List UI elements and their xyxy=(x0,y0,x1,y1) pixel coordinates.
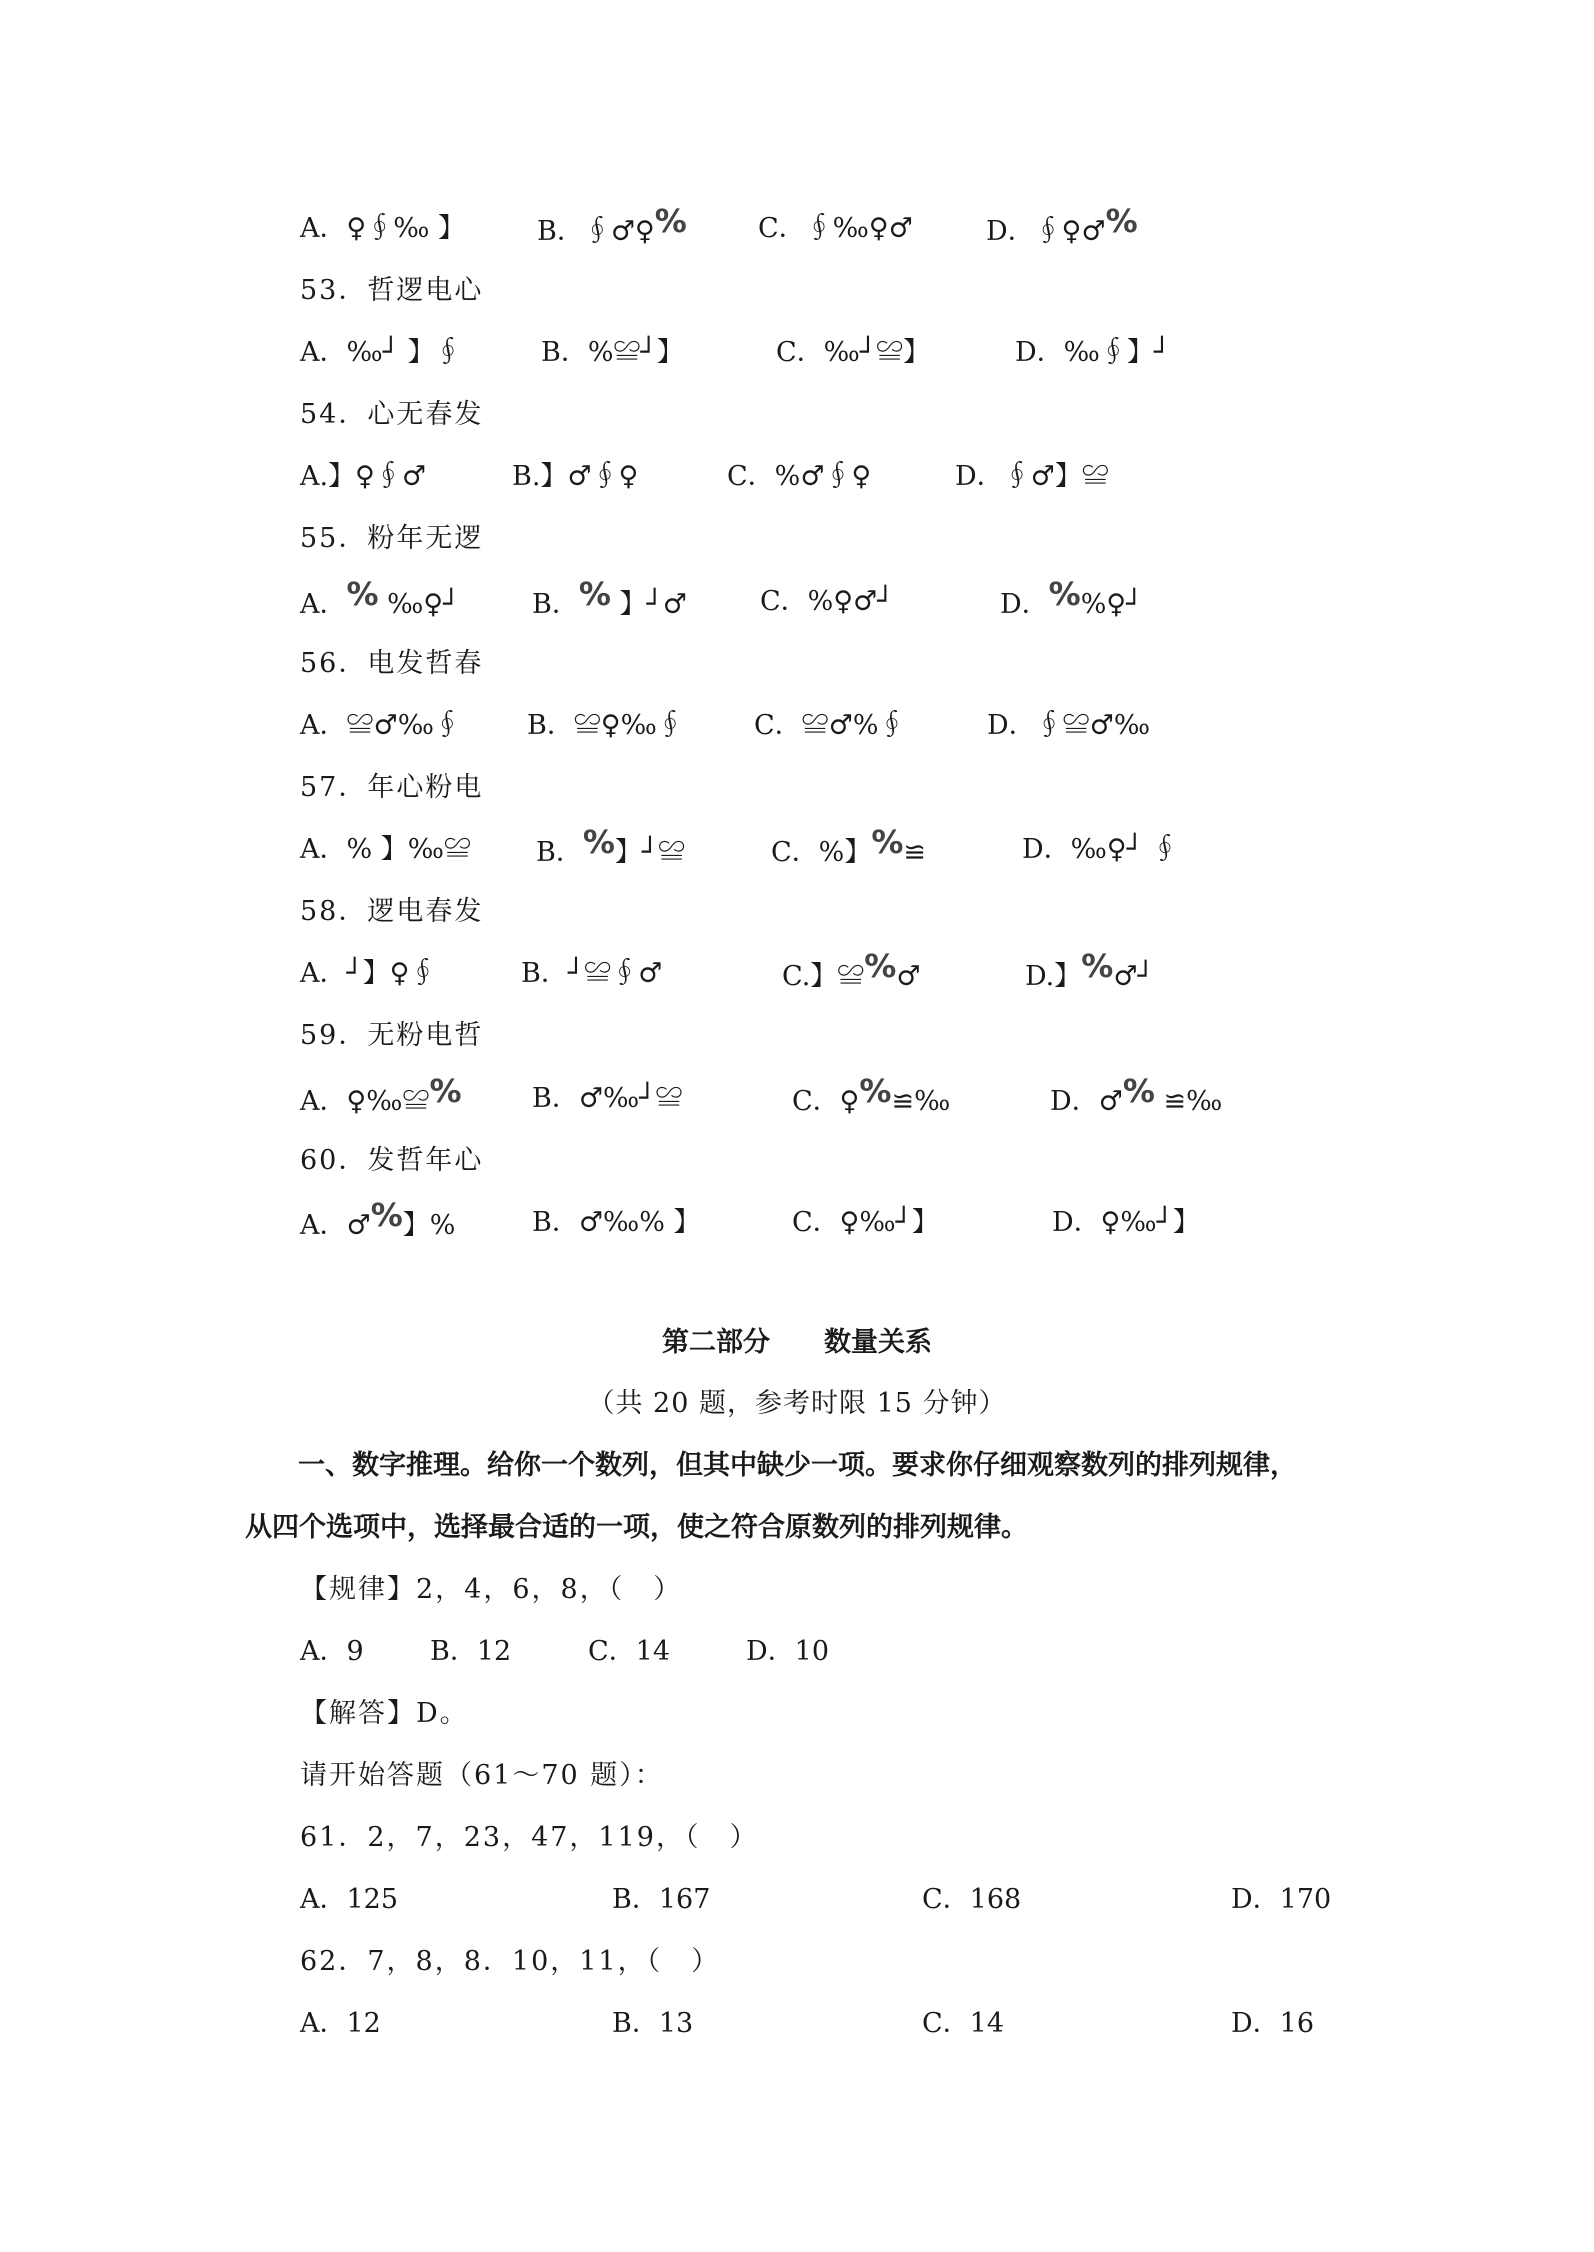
option-b: B．167 xyxy=(612,1884,711,1915)
example-options xyxy=(0,1632,1594,1672)
question-61-stem: 61．2，7，23，47，119，（ ） xyxy=(300,1822,759,1853)
start-prompt: 请开始答题（61～70 题）： xyxy=(300,1760,664,1791)
option-a: A．‰┘ 】∮ xyxy=(300,337,462,368)
option-c: C．∮‰♀♂ xyxy=(758,213,913,244)
option-b: B．%≌┘】 xyxy=(541,337,684,368)
options-row-60 xyxy=(0,1196,1594,1243)
option-c: C．%♀♂┘ xyxy=(760,586,894,617)
option-d: D．♂% ≌‰ xyxy=(1050,1072,1223,1117)
option-d: D．%%♀┘ xyxy=(1000,575,1143,620)
option-b: B.】♂∮♀ xyxy=(512,461,639,492)
question-59-stem: 59．无粉电哲 xyxy=(300,1020,484,1051)
option-d: D．170 xyxy=(1231,1884,1332,1915)
instruction-line-2: 从四个选项中，选择最合适的一项，使之符合原数列的排列规律。 xyxy=(245,1512,1028,1543)
question-60-stem: 60．发哲年心 xyxy=(300,1145,484,1176)
option-c: C．‰┘≌】 xyxy=(776,337,931,368)
question-53-stem: 53．哲逻电心 xyxy=(300,275,484,306)
option-d: D．♀‰┘】 xyxy=(1052,1207,1200,1238)
option-a: A．♀∮‰ 】 xyxy=(300,213,466,244)
option-c: C．168 xyxy=(922,1884,1022,1915)
options-row-62 xyxy=(0,2004,1594,2044)
option-c: C.】≌%♂ xyxy=(782,947,921,992)
options-row-58 xyxy=(0,947,1594,994)
option-a: A．125 xyxy=(300,1884,399,1915)
question-57-stem: 57．年心粉电 xyxy=(300,772,484,803)
option-c: C．♀%≌‰ xyxy=(792,1072,951,1117)
option-a: A．% 】‰≌ xyxy=(300,834,471,865)
question-55-stem: 55．粉年无逻 xyxy=(300,523,484,554)
option-a: A．┘】♀∮ xyxy=(300,958,437,989)
options-row-52 xyxy=(0,202,1594,249)
option-b: B．13 xyxy=(612,2008,694,2039)
option-b: B．12 xyxy=(430,1636,512,1667)
option-a: A．9 xyxy=(300,1636,364,1667)
example-rule: 【规律】2，4，6，8，（ ） xyxy=(300,1574,683,1605)
option-c: C．14 xyxy=(922,2008,1005,2039)
options-row-59 xyxy=(0,1072,1594,1119)
option-c: C．14 xyxy=(588,1636,671,1667)
option-d: D．∮≌♂‰ xyxy=(987,710,1151,741)
option-b: B．♂‰% 】 xyxy=(532,1207,701,1238)
options-row-56 xyxy=(0,706,1594,746)
question-54-stem: 54．心无春发 xyxy=(300,399,484,430)
options-row-57 xyxy=(0,823,1594,870)
option-d: D．16 xyxy=(1231,2008,1315,2039)
option-b: B．┘≌∮♂ xyxy=(521,958,663,989)
question-58-stem: 58．逻电春发 xyxy=(300,896,484,927)
option-a: A．≌♂‰∮ xyxy=(300,710,461,741)
option-d: D．‰♀┘ ∮ xyxy=(1022,834,1179,865)
option-b: B．∮♂♀% xyxy=(537,202,687,247)
option-c: C．%♂∮♀ xyxy=(727,461,872,492)
option-a: A．♂%】% xyxy=(300,1196,456,1241)
option-d: D．∮♀♂% xyxy=(986,202,1138,247)
options-row-53 xyxy=(0,333,1594,373)
option-a: A．♀‰≌% xyxy=(300,1072,462,1117)
options-row-54 xyxy=(0,457,1594,497)
section-title: 第二部分 数量关系 xyxy=(662,1327,932,1358)
option-c: C．♀‰┘】 xyxy=(792,1207,939,1238)
option-b: B．♂‰┘≌ xyxy=(532,1083,683,1114)
option-a: A．% ‰♀┘ xyxy=(300,575,460,620)
example-answer: 【解答】D。 xyxy=(300,1698,469,1729)
option-a: A.】♀∮♂ xyxy=(300,461,427,492)
question-62-stem: 62．7，8，8．10，11，（ ） xyxy=(300,1946,721,1977)
option-d: D.】%♂┘ xyxy=(1025,947,1154,992)
option-d: D．‰∮】┘ xyxy=(1015,337,1171,368)
options-row-55 xyxy=(0,575,1594,622)
section-subtitle: （共 20 题，参考时限 15 分钟） xyxy=(587,1388,1007,1419)
instruction-line-1: 一、数字推理。给你一个数列，但其中缺少一项。要求你仔细观察数列的排列规律， xyxy=(298,1450,1297,1481)
option-b: B．% 】┘♂ xyxy=(532,575,687,620)
options-row-61 xyxy=(0,1880,1594,1920)
option-a: A．12 xyxy=(300,2008,381,2039)
option-c: C．%】%≌ xyxy=(771,823,927,868)
option-d: D．∮♂】≌ xyxy=(955,461,1109,492)
question-56-stem: 56．电发哲春 xyxy=(300,648,484,679)
option-b: B．%】┘≌ xyxy=(536,823,686,868)
option-d: D．10 xyxy=(746,1636,830,1667)
option-c: C．≌♂%∮ xyxy=(754,710,906,741)
option-b: B．≌♀‰∮ xyxy=(527,710,684,741)
